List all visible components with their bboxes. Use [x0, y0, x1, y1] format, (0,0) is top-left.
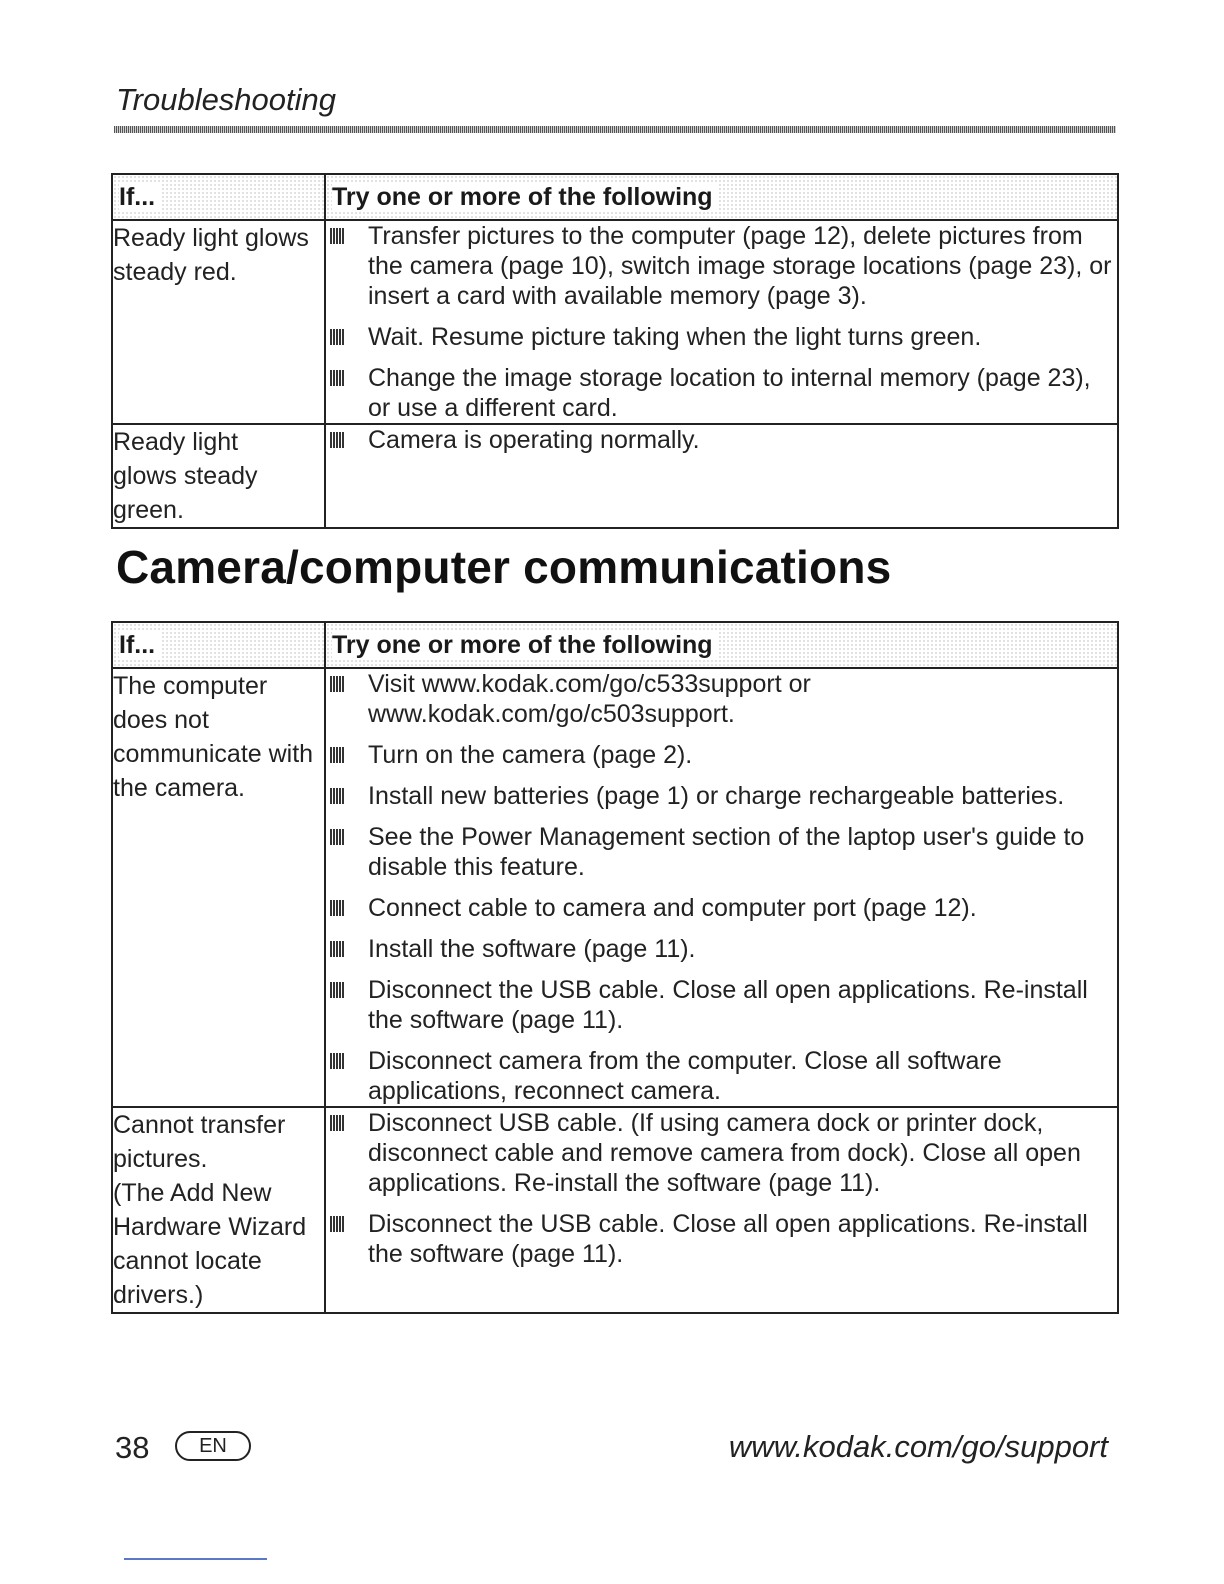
page-number: 38	[115, 1430, 150, 1465]
bullet-icon	[330, 941, 344, 957]
troubleshooting-table-communications	[111, 621, 1119, 1314]
support-url[interactable]: www.kodak.com/go/support	[728, 1429, 1108, 1464]
list-item: Disconnect the USB cable. Close all open applications. Re-install the software (page 11).	[326, 975, 1117, 1035]
condition-text: The computer does not communicate with the camera.	[113, 672, 314, 802]
table-row	[112, 424, 1118, 528]
bullet-icon	[330, 900, 344, 916]
bullet-icon	[330, 788, 344, 804]
list-item: Install the software (page 11).	[326, 934, 1117, 964]
list-item: Connect cable to camera and computer port (page 12).	[326, 893, 1117, 923]
table-row	[112, 220, 1118, 424]
section-title: Camera/computer communications	[116, 541, 892, 593]
language-badge: EN	[175, 1431, 251, 1461]
list-item: Disconnect the USB cable. Close all open applications. Re-install the software (page 11).	[326, 1209, 1117, 1269]
column-header-try: Try one or more of the following	[325, 622, 1118, 668]
bullet-icon	[330, 329, 344, 345]
list-item: Install new batteries (page 1) or charge rechargeable batteries.	[326, 781, 1117, 811]
list-item: Camera is operating normally.	[326, 425, 1117, 455]
bullet-icon	[330, 982, 344, 998]
condition-cell	[112, 1107, 325, 1313]
table-header-row	[112, 622, 1118, 668]
list-item: Transfer pictures to the computer (page 12), delete pictures from the camera (page 10), switch image storage locations (page 23), or insert a card with available memory (page 3).	[326, 221, 1117, 311]
table-row	[112, 1107, 1118, 1313]
bullet-icon	[330, 1053, 344, 1069]
bullet-icon	[330, 228, 344, 244]
bullet-icon	[330, 676, 344, 692]
actions-cell	[325, 424, 1118, 528]
list-item: Disconnect camera from the computer. Close all software applications, reconnect camera.	[326, 1046, 1117, 1106]
list-item: Change the image storage location to internal memory (page 23), or use a different card.	[326, 363, 1117, 423]
bullet-icon	[330, 1216, 344, 1232]
bullet-icon	[330, 1115, 344, 1131]
list-item: Wait. Resume picture taking when the light turns green.	[326, 322, 1117, 352]
condition-text: Ready light glows steady red.	[113, 224, 309, 286]
column-header-try: Try one or more of the following	[325, 174, 1118, 220]
troubleshooting-table-ready-light	[111, 173, 1119, 529]
list-item: Visit www.kodak.com/go/c533support or www.kodak.com/go/c503support.	[326, 669, 1117, 729]
condition-cell	[112, 668, 325, 1107]
header-rule	[114, 126, 1116, 133]
condition-note: (The Add New Hardware Wizard cannot locate drivers.)	[113, 1179, 307, 1309]
bullet-icon	[330, 747, 344, 763]
condition-cell	[112, 424, 325, 528]
bullet-icon	[330, 829, 344, 845]
list-item: See the Power Management section of the laptop user's guide to disable this feature.	[326, 822, 1117, 882]
table-row	[112, 668, 1118, 1107]
column-header-if: If...	[112, 622, 325, 668]
condition-text: Cannot transfer pictures.	[113, 1111, 286, 1173]
bullet-icon	[330, 370, 344, 386]
bottom-divider	[124, 1558, 267, 1560]
list-item: Turn on the camera (page 2).	[326, 740, 1117, 770]
condition-text: Ready light glows steady green.	[113, 428, 258, 524]
running-head-title: Troubleshooting	[116, 82, 337, 117]
actions-cell	[325, 668, 1118, 1107]
column-header-if: If...	[112, 174, 325, 220]
actions-cell	[325, 220, 1118, 424]
actions-cell	[325, 1107, 1118, 1313]
bullet-icon	[330, 432, 344, 448]
list-item: Disconnect USB cable. (If using camera dock or printer dock, disconnect cable and remove camera from dock). Close all open applications. Re-install the software (page 11).	[326, 1108, 1117, 1198]
table-header-row	[112, 174, 1118, 220]
condition-cell	[112, 220, 325, 424]
